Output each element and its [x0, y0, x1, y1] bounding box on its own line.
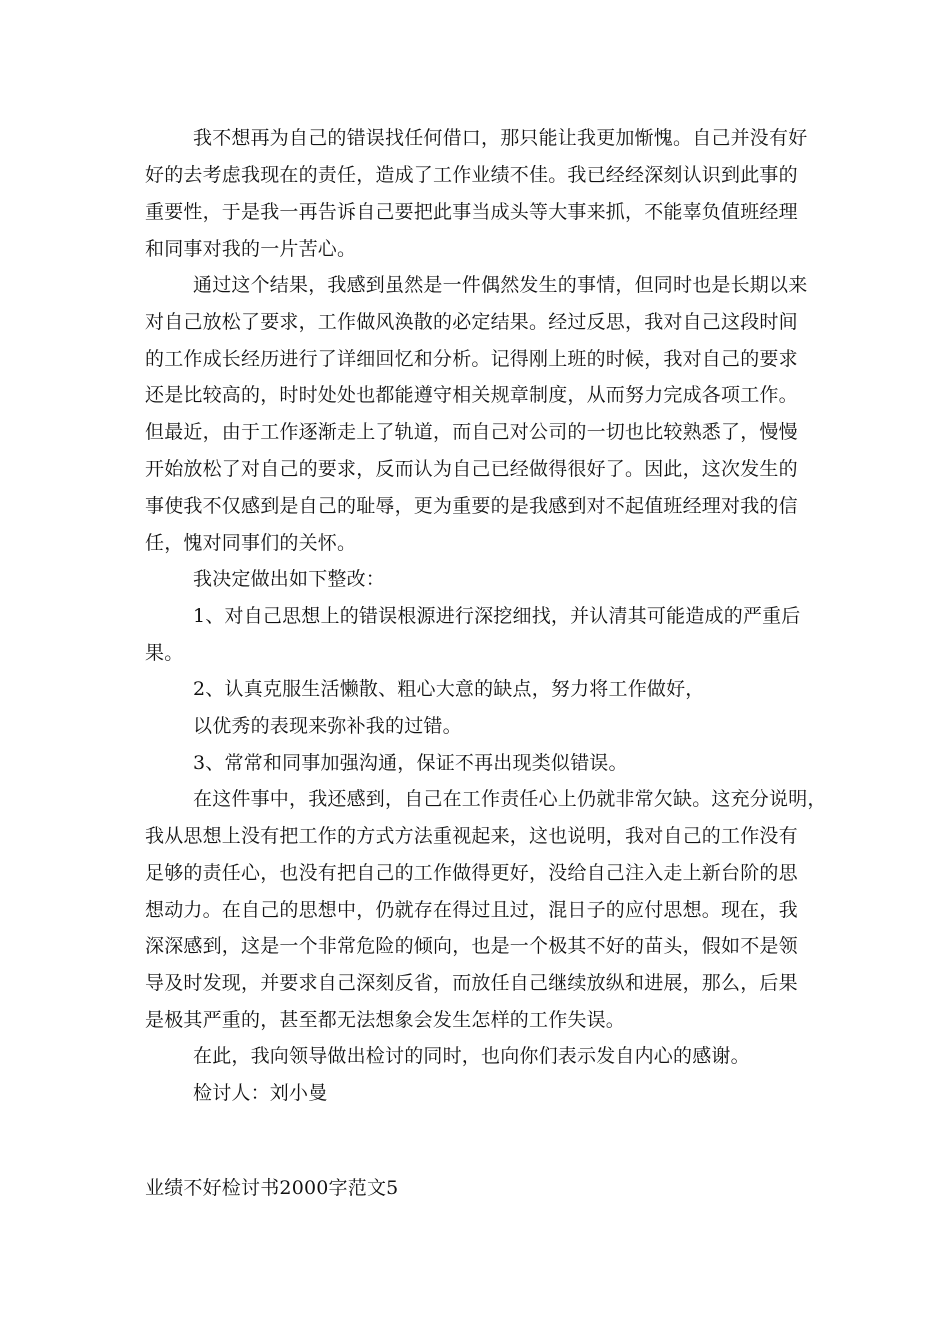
text-line: 是极其严重的，甚至都无法想象会发生怎样的工作失误。 [145, 1009, 626, 1031]
text-line: 事使我不仅感到是自己的耻辱，更为重要的是我感到对不起值班经理对我的信 [145, 495, 798, 517]
text-line: 以优秀的表现来弥补我的过错。 [193, 715, 462, 737]
text-line: 通过这个结果，我感到虽然是一件偶然发生的事情，但同时也是长期以来 [193, 274, 808, 296]
text-line: 深深感到，这是一个非常危险的倾向，也是一个极其不好的苗头，假如不是领 [145, 935, 798, 957]
text-line: 重要性，于是我一再告诉自己要把此事当成头等大事来抓，不能辜负值班经理 [145, 201, 798, 223]
text-line: 想动力。在自己的思想中，仍就存在得过且过，混日子的应付思想。现在，我 [145, 899, 798, 921]
text-line: 在此，我向领导做出检讨的同时，也向你们表示发自内心的感谢。 [193, 1045, 750, 1067]
text-line: 开始放松了对自己的要求，反而认为自己已经做得很好了。因此，这次发生的 [145, 458, 798, 480]
text-line: 我从思想上没有把工作的方式方法重视起来，这也说明，我对自己的工作没有 [145, 825, 798, 847]
text-line: 我不想再为自己的错误找任何借口，那只能让我更加惭愧。自己并没有好 [193, 127, 808, 149]
text-line: 1、对自己思想上的错误根源进行深挖细找，并认清其可能造成的严重后 [193, 605, 801, 627]
text-line: 对自己放松了要求，工作做风涣散的必定结果。经过反思，我对自己这段时间 [145, 311, 798, 333]
text-line: 足够的责任心，也没有把自己的工作做得更好，没给自己注入走上新台阶的思 [145, 862, 798, 884]
text-line: 的工作成长经历进行了详细回忆和分析。记得刚上班的时候，我对自己的要求 [145, 348, 798, 370]
text-line: 在这件事中，我还感到，自己在工作责任心上仍就非常欠缺。这充分说明， [193, 788, 827, 810]
text-line: 任，愧对同事们的关怀。 [145, 532, 357, 554]
text-line: 导及时发现，并要求自己深刻反省，而放任自己继续放纵和进展，那么，后果 [145, 972, 798, 994]
text-line: 果。 [145, 642, 184, 664]
text-line: 3、常常和同事加强沟通，保证不再出现类似错误。 [193, 752, 628, 774]
text-line: 还是比较高的，时时处处也都能遵守相关规章制度，从而努力完成各项工作。 [145, 384, 798, 406]
signature-line: 检讨人：刘小曼 [193, 1082, 328, 1104]
text-line: 好的去考虑我现在的责任，造成了工作业绩不佳。我已经经深刻认识到此事的 [145, 164, 798, 186]
text-line: 2、认真克服生活懒散、粗心大意的缺点，努力将工作做好， [193, 678, 705, 700]
text-line: 但最近，由于工作逐渐走上了轨道，而自己对公司的一切也比较熟悉了，慢慢 [145, 421, 798, 443]
next-section-title: 业绩不好检讨书2000字范文5 [145, 1177, 399, 1199]
text-line: 我决定做出如下整改： [193, 568, 386, 590]
text-line: 和同事对我的一片苦心。 [145, 238, 357, 260]
